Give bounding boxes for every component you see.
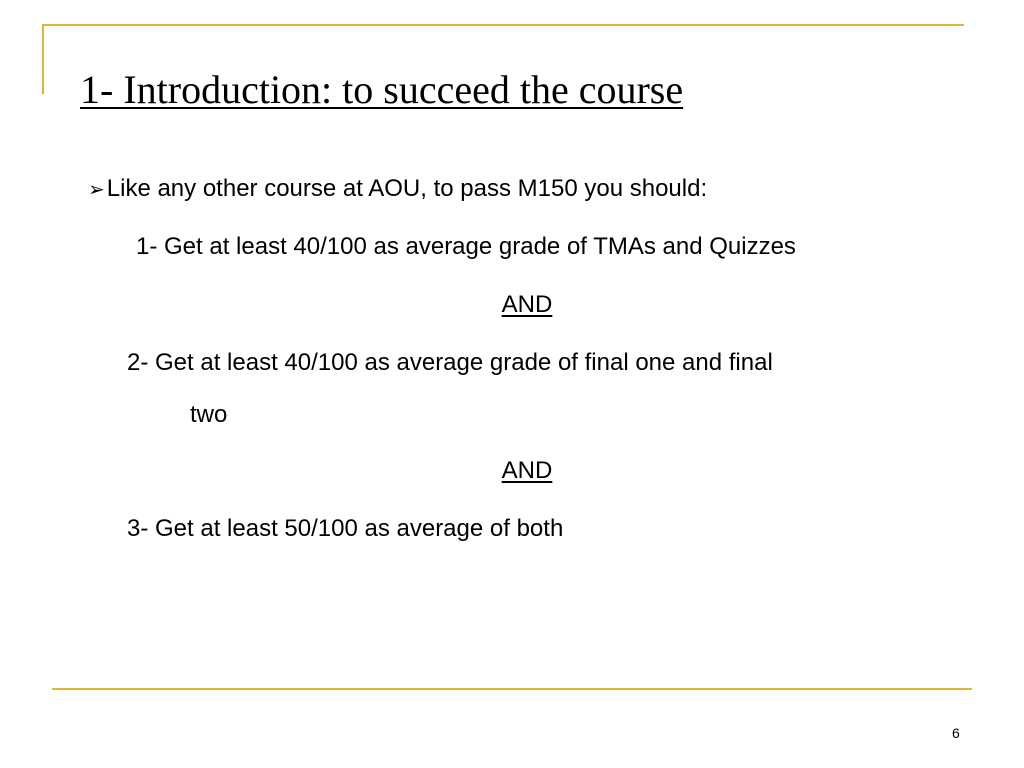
intro-bullet — [88, 174, 707, 205]
frame-left-line — [42, 24, 44, 94]
frame-bottom-line — [52, 688, 972, 690]
and-text-1: AND — [501, 291, 553, 318]
requirement-3: 3- Get at least 50/100 as average of both — [127, 515, 564, 542]
requirement-2: 2- Get at least 40/100 as average grade of final one and final — [127, 349, 773, 376]
and-text-2: AND — [501, 457, 553, 484]
slide-title: 1- Introduction: to succeed the course — [80, 67, 684, 112]
frame-top-line — [42, 24, 964, 26]
arrow-bullet-icon: ➢ — [88, 179, 105, 201]
requirement-1: 1- Get at least 40/100 as average grade of TMAs and Quizzes — [136, 233, 796, 260]
and-separator-2 — [0, 456, 1024, 486]
and-separator-1 — [0, 290, 1024, 320]
page-number: 6 — [952, 725, 960, 741]
requirement-2-continued: two — [190, 401, 228, 428]
intro-text: Like any other course at AOU, to pass M150 you should: — [106, 175, 708, 202]
